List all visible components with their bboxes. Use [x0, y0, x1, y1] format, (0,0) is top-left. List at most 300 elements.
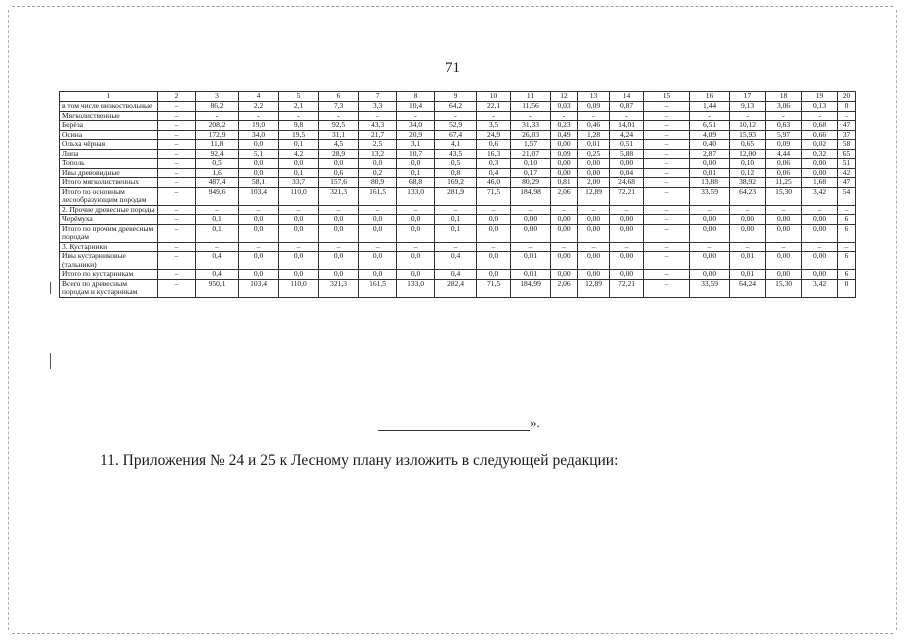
table-cell: – — [644, 168, 690, 178]
header-cell: 14 — [610, 92, 644, 102]
table-cell: 33,7 — [279, 178, 319, 188]
table-cell: – — [644, 224, 690, 242]
paragraph-11: 11. Приложения № 24 и 25 к Лесному плану изложить в следующей редакции: — [100, 452, 619, 469]
frame-top-border — [12, 6, 893, 7]
frame-right-border — [896, 10, 897, 630]
table-cell: 0,0 — [477, 270, 511, 280]
table-cell: 950,1 — [196, 279, 239, 297]
table-cell: – — [644, 270, 690, 280]
table-cell: 34,0 — [239, 130, 279, 140]
table-cell: 11,8 — [196, 140, 239, 150]
table-cell: 46,0 — [477, 178, 511, 188]
table-cell: 67,4 — [435, 130, 477, 140]
table-cell: – — [239, 242, 279, 252]
table-cell: 0,23 — [551, 121, 578, 131]
table-cell: 0,09 — [578, 102, 610, 112]
table-cell: 10,4 — [397, 102, 435, 112]
table-cell: 43,5 — [435, 149, 477, 159]
row-name-cell: в том числе низкоствольные — [60, 102, 158, 112]
table-cell: 0,00 — [730, 224, 766, 242]
table-cell: – — [158, 111, 196, 121]
table-cell: 0,00 — [578, 270, 610, 280]
table-cell: 16,3 — [477, 149, 511, 159]
table-cell: 22,1 — [477, 102, 511, 112]
margin-mark — [50, 353, 51, 369]
table-cell: – — [158, 102, 196, 112]
table-cell: 0,0 — [397, 159, 435, 169]
table-cell: 0,1 — [279, 168, 319, 178]
row-name-cell: Черёмуха — [60, 215, 158, 225]
table-cell: 0,68 — [802, 121, 838, 131]
table-cell: – — [435, 242, 477, 252]
table-cell: 31,1 — [319, 130, 359, 140]
table-cell: 52,9 — [435, 121, 477, 131]
table-cell: 4,24 — [610, 130, 644, 140]
table-row — [60, 224, 856, 242]
table-cell: 0,00 — [730, 215, 766, 225]
row-name-cell: Итого по кустарникам — [60, 270, 158, 280]
table-cell: 0,81 — [551, 178, 578, 188]
table-cell: 3,3 — [359, 102, 397, 112]
table-cell: 0,00 — [610, 270, 644, 280]
table-cell: 34,0 — [397, 121, 435, 131]
table-cell: – — [644, 102, 690, 112]
table-cell: 0,00 — [551, 168, 578, 178]
table-row — [60, 149, 856, 159]
table-cell: 0,0 — [239, 215, 279, 225]
header-cell: 17 — [730, 92, 766, 102]
table-cell: – — [279, 205, 319, 215]
row-name-cell: 3. Кустарники — [60, 242, 158, 252]
table-cell: 47 — [838, 178, 856, 188]
table-cell: – — [239, 205, 279, 215]
table-cell: 282,4 — [435, 279, 477, 297]
table-cell: - — [196, 111, 239, 121]
table-cell: – — [158, 279, 196, 297]
table-cell: 0,00 — [578, 168, 610, 178]
table-cell: 0,6 — [319, 168, 359, 178]
table-cell: 26,03 — [511, 130, 551, 140]
table-cell: 208,2 — [196, 121, 239, 131]
table-cell: 2,06 — [551, 279, 578, 297]
table-cell: 37 — [838, 130, 856, 140]
header-cell: 12 — [551, 92, 578, 102]
table-cell: - — [435, 111, 477, 121]
table-cell: 0,12 — [730, 168, 766, 178]
signature-line — [378, 415, 540, 431]
table-cell: 2,2 — [239, 102, 279, 112]
header-cell: 20 — [838, 92, 856, 102]
table-cell: – — [551, 205, 578, 215]
table-cell: - — [359, 111, 397, 121]
table-cell: - — [397, 111, 435, 121]
table-cell: 2,1 — [279, 102, 319, 112]
table-cell: 15,93 — [730, 130, 766, 140]
table-cell: 0,0 — [239, 224, 279, 242]
table-cell: 0,00 — [690, 224, 730, 242]
table-cell: 0,66 — [802, 130, 838, 140]
table-cell: – — [610, 242, 644, 252]
table-cell: 0,00 — [578, 215, 610, 225]
table-cell: 0,09 — [766, 140, 802, 150]
table-cell: 0,01 — [690, 168, 730, 178]
table-cell: 12,89 — [578, 279, 610, 297]
header-cell: 16 — [690, 92, 730, 102]
table-cell: 15,30 — [766, 279, 802, 297]
table-cell: 9,8 — [279, 121, 319, 131]
table-cell: 0,0 — [359, 215, 397, 225]
page-number: 71 — [445, 60, 460, 76]
header-cell: 18 — [766, 92, 802, 102]
table-cell: 92,5 — [319, 121, 359, 131]
table-cell: 0,01 — [730, 252, 766, 270]
table-cell: – — [158, 159, 196, 169]
table-cell: 10,12 — [730, 121, 766, 131]
table-cell: 3,1 — [397, 140, 435, 150]
table-cell: 6 — [838, 215, 856, 225]
header-cell: 2 — [158, 92, 196, 102]
table-row — [60, 121, 856, 131]
table-cell: 0,3 — [477, 159, 511, 169]
table-cell: 110,0 — [279, 279, 319, 297]
table-row — [60, 168, 856, 178]
table-cell: - — [239, 111, 279, 121]
table-cell: 0,0 — [279, 224, 319, 242]
table-cell: – — [730, 242, 766, 252]
table-cell: – — [158, 252, 196, 270]
table-cell: 0,0 — [279, 252, 319, 270]
table-cell: 0 — [838, 279, 856, 297]
table-cell: – — [511, 242, 551, 252]
table-cell: 4,44 — [766, 149, 802, 159]
table-cell: 0,00 — [802, 168, 838, 178]
table-cell: 0,5 — [435, 159, 477, 169]
table-cell: 0,00 — [511, 215, 551, 225]
table-cell: – — [690, 205, 730, 215]
table-cell: 3,42 — [802, 187, 838, 205]
table-cell: - — [578, 111, 610, 121]
table-body — [60, 102, 856, 298]
table-cell: 65 — [838, 149, 856, 159]
table-cell: – — [359, 242, 397, 252]
table-row — [60, 242, 856, 252]
table-cell: 51 — [838, 159, 856, 169]
table-cell: – — [766, 205, 802, 215]
table-cell: – — [158, 215, 196, 225]
frame-bottom-border — [12, 633, 893, 634]
table-cell: 0,00 — [610, 215, 644, 225]
table-cell: 2,06 — [551, 187, 578, 205]
table-cell: 0,0 — [397, 252, 435, 270]
table-cell: – — [644, 140, 690, 150]
table-cell: 103,4 — [239, 187, 279, 205]
table-cell: – — [802, 205, 838, 215]
table-cell: 11,25 — [766, 178, 802, 188]
table-row — [60, 159, 856, 169]
table-cell: – — [158, 130, 196, 140]
table-cell: - — [802, 111, 838, 121]
table-cell: – — [578, 205, 610, 215]
table-cell: – — [644, 242, 690, 252]
table-cell: – — [435, 205, 477, 215]
table-cell: 0,51 — [610, 140, 644, 150]
table-cell: – — [644, 121, 690, 131]
table-cell: 0,2 — [359, 168, 397, 178]
table-cell: 5,1 — [239, 149, 279, 159]
table-cell: - — [511, 111, 551, 121]
table-cell: 0,17 — [511, 168, 551, 178]
table-cell: – — [838, 205, 856, 215]
table-cell: 133,0 — [397, 279, 435, 297]
table-cell: 0,00 — [690, 252, 730, 270]
table-cell: – — [644, 205, 690, 215]
header-cell: 11 — [511, 92, 551, 102]
table-cell: 31,33 — [511, 121, 551, 131]
table-cell: 21,07 — [511, 149, 551, 159]
table-cell: 33,59 — [690, 279, 730, 297]
table-cell: 4,5 — [319, 140, 359, 150]
table-cell: 161,5 — [359, 279, 397, 297]
table-cell: 3,06 — [766, 102, 802, 112]
table-cell: 0,09 — [551, 149, 578, 159]
table-cell: 9,13 — [730, 102, 766, 112]
table-cell: 0,0 — [279, 270, 319, 280]
table-cell: – — [477, 242, 511, 252]
row-name-cell: Осина — [60, 130, 158, 140]
header-cell: 15 — [644, 92, 690, 102]
table-cell: 0,0 — [319, 215, 359, 225]
table-cell: 0,0 — [319, 252, 359, 270]
table-cell: - — [477, 111, 511, 121]
table-cell: 0,4 — [196, 252, 239, 270]
table-cell: 0,0 — [319, 159, 359, 169]
table-cell: – — [477, 205, 511, 215]
table-row — [60, 270, 856, 280]
table-cell: – — [644, 111, 690, 121]
table-cell: – — [730, 205, 766, 215]
table-cell: 1,44 — [690, 102, 730, 112]
table-row — [60, 205, 856, 215]
table-cell: 0,0 — [397, 270, 435, 280]
table-cell: – — [158, 140, 196, 150]
table-cell: – — [158, 242, 196, 252]
table-cell: 0,0 — [239, 140, 279, 150]
row-name-cell: Всего по древесным породам и кустарникам — [60, 279, 158, 297]
table-cell: 0,0 — [239, 252, 279, 270]
header-cell: 10 — [477, 92, 511, 102]
table-cell: 3,42 — [802, 279, 838, 297]
table-cell: 0,1 — [435, 224, 477, 242]
table-cell: – — [610, 205, 644, 215]
table-cell: 0,00 — [766, 224, 802, 242]
table-cell: 0,5 — [196, 159, 239, 169]
header-cell: 3 — [196, 92, 239, 102]
table-cell: 1,68 — [802, 178, 838, 188]
table-cell: 0,10 — [730, 159, 766, 169]
table-cell: – — [397, 242, 435, 252]
table-cell: 321,3 — [319, 187, 359, 205]
table-cell: 0,00 — [802, 159, 838, 169]
table-cell: 2,00 — [578, 178, 610, 188]
table-cell: 58,1 — [239, 178, 279, 188]
header-cell: 6 — [319, 92, 359, 102]
table-cell: 0,00 — [766, 252, 802, 270]
table-cell: – — [644, 187, 690, 205]
table-cell: – — [319, 205, 359, 215]
table-cell: 54 — [838, 187, 856, 205]
table-cell: – — [279, 242, 319, 252]
table-cell: 0,00 — [802, 252, 838, 270]
table-cell: 0,03 — [551, 102, 578, 112]
table-cell: 0,4 — [435, 252, 477, 270]
table-cell: 0,0 — [397, 215, 435, 225]
table-cell: 13,2 — [359, 149, 397, 159]
table-cell: 0,0 — [397, 224, 435, 242]
blank-underline — [378, 418, 530, 431]
table-cell: 0 — [838, 102, 856, 112]
table-cell: – — [644, 215, 690, 225]
table-cell: 103,4 — [239, 279, 279, 297]
table-cell: 0,0 — [359, 252, 397, 270]
table-cell: 949,6 — [196, 187, 239, 205]
header-cell: 1 — [60, 92, 158, 102]
table-cell: – — [158, 168, 196, 178]
table-cell: 0,00 — [766, 215, 802, 225]
table-cell: 0,01 — [511, 270, 551, 280]
table-cell: 47 — [838, 121, 856, 131]
table-row — [60, 102, 856, 112]
row-name-cell: 2. Прочие древесные породы — [60, 205, 158, 215]
table-cell: 15,30 — [766, 187, 802, 205]
header-cell: 5 — [279, 92, 319, 102]
table-cell: – — [319, 242, 359, 252]
table-cell: – — [766, 242, 802, 252]
table-row — [60, 178, 856, 188]
header-cell: 7 — [359, 92, 397, 102]
table-cell: – — [196, 205, 239, 215]
table-cell: – — [158, 205, 196, 215]
table-cell: 24,9 — [477, 130, 511, 140]
table-cell: – — [644, 252, 690, 270]
table-cell: 0,0 — [359, 159, 397, 169]
table-cell: 487,4 — [196, 178, 239, 188]
table-cell: 10,7 — [397, 149, 435, 159]
row-name-cell: Липа — [60, 149, 158, 159]
table-cell: 161,5 — [359, 187, 397, 205]
table-cell: 0,0 — [477, 252, 511, 270]
table-cell: 33,59 — [690, 187, 730, 205]
table-cell: 71,5 — [477, 187, 511, 205]
table-cell: 0,46 — [578, 121, 610, 131]
table-cell: – — [158, 121, 196, 131]
table-cell: - — [690, 111, 730, 121]
table-cell: 321,3 — [319, 279, 359, 297]
table-cell: – — [644, 149, 690, 159]
table-row — [60, 140, 856, 150]
table-cell: 184,98 — [511, 187, 551, 205]
table-row — [60, 215, 856, 225]
row-name-cell: Ольха чёрная — [60, 140, 158, 150]
table-cell: 0,00 — [610, 159, 644, 169]
table-cell: 3,5 — [477, 121, 511, 131]
table-cell: 0,0 — [239, 270, 279, 280]
table-cell: 0,1 — [279, 140, 319, 150]
table-cell: 0,0 — [279, 215, 319, 225]
header-cell: 13 — [578, 92, 610, 102]
table-cell: 0,00 — [690, 270, 730, 280]
table-cell: – — [397, 205, 435, 215]
table-cell: 0,0 — [477, 224, 511, 242]
table-cell: 72,21 — [610, 279, 644, 297]
table-cell: 0,0 — [477, 215, 511, 225]
table-cell: 0,00 — [551, 224, 578, 242]
table-cell: 0,00 — [802, 270, 838, 280]
table-cell: 0,40 — [690, 140, 730, 150]
table-cell: - — [838, 111, 856, 121]
table-cell: 0,1 — [397, 168, 435, 178]
table-row — [60, 130, 856, 140]
table-cell: 20,9 — [397, 130, 435, 140]
row-name-cell: Тополь — [60, 159, 158, 169]
table-cell: 0,0 — [359, 224, 397, 242]
table-cell: 28,9 — [319, 149, 359, 159]
table-cell: 1,28 — [578, 130, 610, 140]
row-name-cell: Мягколиственные — [60, 111, 158, 121]
table-cell: 0,00 — [802, 224, 838, 242]
table-cell: 12,00 — [730, 149, 766, 159]
table-cell: – — [359, 205, 397, 215]
table-cell: 5,97 — [766, 130, 802, 140]
table-cell: 0,06 — [766, 168, 802, 178]
table-cell: 71,5 — [477, 279, 511, 297]
table-cell: 0,0 — [279, 159, 319, 169]
forest-data-table — [59, 91, 856, 298]
table-cell: – — [158, 178, 196, 188]
table-cell: 0,6 — [477, 140, 511, 150]
table-cell: – — [578, 242, 610, 252]
table-cell: 0,10 — [511, 159, 551, 169]
row-name-cell: Ивы древовидные — [60, 168, 158, 178]
table-cell: 157,6 — [319, 178, 359, 188]
table-cell: 11,56 — [511, 102, 551, 112]
margin-mark — [50, 282, 51, 294]
table-cell: 0,00 — [511, 224, 551, 242]
table-cell: 6 — [838, 252, 856, 270]
table-cell: – — [158, 149, 196, 159]
row-name-cell: Ивы кустарниковые (тальники) — [60, 252, 158, 270]
table-cell: 0,00 — [766, 270, 802, 280]
table-cell: 110,0 — [279, 187, 319, 205]
table-cell: – — [511, 205, 551, 215]
table-cell: 0,13 — [802, 102, 838, 112]
table-cell: 4,2 — [279, 149, 319, 159]
table-cell: 4,09 — [690, 130, 730, 140]
table-cell: 172,9 — [196, 130, 239, 140]
table-cell: 0,32 — [802, 149, 838, 159]
table-cell: 13,88 — [690, 178, 730, 188]
table-cell: – — [158, 270, 196, 280]
table-cell: 1,57 — [511, 140, 551, 150]
table-cell: – — [158, 187, 196, 205]
table-cell: 4,1 — [435, 140, 477, 150]
table-cell: 0,00 — [610, 252, 644, 270]
table-cell: 42 — [838, 168, 856, 178]
table-cell: – — [690, 242, 730, 252]
table-cell: 0,4 — [435, 270, 477, 280]
table-cell: 19,5 — [279, 130, 319, 140]
table-cell: 2,87 — [690, 149, 730, 159]
table-cell: 0,01 — [578, 140, 610, 150]
